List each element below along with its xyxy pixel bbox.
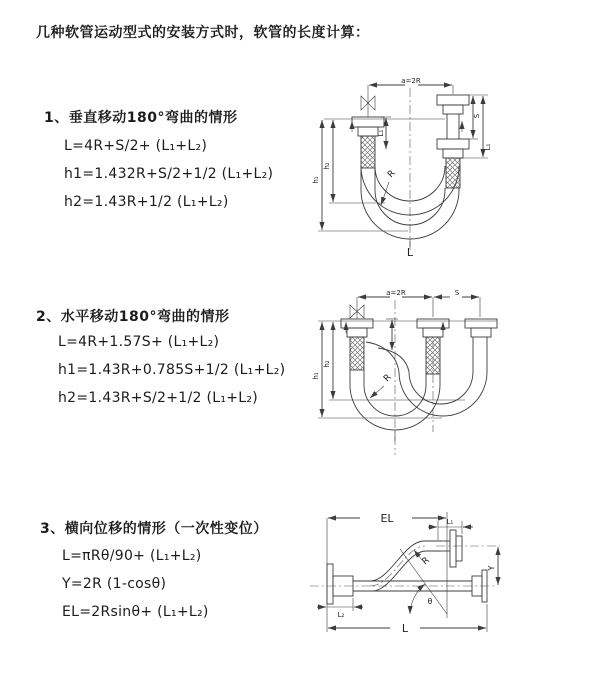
diagram-lateral-displacement (300, 498, 600, 648)
right-pipe-fitting (437, 95, 469, 188)
centerlines (310, 512, 500, 618)
dim-label-y: Y (487, 565, 496, 571)
dimension-length (407, 239, 414, 259)
reference-arrows (346, 322, 443, 333)
centerlines (318, 300, 497, 455)
section-1-heading: 1、垂直移动180°弯曲的情形 (44, 110, 238, 126)
valve-icon (361, 85, 375, 117)
diagram-horizontal-180 (300, 280, 600, 465)
middle-pipe-fitting (417, 319, 449, 374)
formula-line: h1=1.43R+0.785S+1/2 (L₁+L₂) (58, 362, 286, 378)
dim-label-radius: R (420, 555, 432, 568)
left-flange (327, 564, 353, 604)
dim-label-h2: h₂ (323, 162, 331, 170)
dim-label-s: S (454, 289, 460, 297)
dimension-span (358, 289, 433, 317)
formula-line: h2=1.43R+S/2+1/2 (L₁+L₂) (58, 390, 259, 406)
right-pipe-fitting (465, 319, 497, 337)
dimension-l2 (317, 598, 363, 619)
formula-line: L=πRθ/90+ (L₁+L₂) (62, 548, 202, 564)
dim-label-radius: R (382, 372, 394, 385)
formula-line: h2=1.43R+1/2 (L₁+L₂) (64, 194, 229, 210)
hose-curved (370, 541, 441, 591)
dimension-h2 (323, 120, 385, 203)
dimension-span (369, 77, 453, 94)
dimension-s (434, 289, 480, 317)
page-title: 几种软管运动型式的安装方式时，软管的长度计算： (36, 25, 370, 41)
dim-label-h1: h₁ (312, 372, 320, 380)
diagram-vertical-180 (300, 70, 600, 265)
dim-label-l1: L₁ (446, 518, 454, 526)
dim-label-length: L (401, 622, 409, 635)
section-3-heading: 3、横向位移的情形（一次性变位） (40, 521, 268, 537)
dim-label-span: a=2R (386, 289, 406, 297)
dimension-length (328, 604, 487, 635)
dimension-y (487, 547, 498, 585)
section-2-heading: 2、水平移动180°弯曲的情形 (36, 309, 230, 325)
dimension-l1 (428, 518, 473, 540)
reference-arrows (352, 121, 462, 132)
dimension-h2 (323, 322, 465, 400)
dimension-h1 (312, 322, 442, 418)
dimension-radius (381, 169, 398, 205)
dim-label-l1: L₁ (484, 143, 492, 151)
upper-flange (441, 530, 462, 567)
formula-line: Y=2R (1-cosθ) (62, 576, 167, 592)
left-pipe-fitting (352, 117, 384, 168)
dimension-end-fitting (386, 319, 398, 350)
dim-label-h2: h₂ (323, 360, 331, 368)
formula-line: h1=1.432R+S/2+1/2 (L₁+L₂) (64, 166, 274, 182)
dim-label-l1: L₁ (377, 129, 385, 137)
dim-label-theta: θ (427, 597, 433, 606)
dim-label-h1: h₁ (312, 176, 320, 184)
dimension-radius (414, 550, 432, 567)
dim-label-radius: R (386, 168, 398, 181)
centerlines (324, 88, 445, 253)
formula-line: EL=2Rsinθ+ (L₁+L₂) (62, 604, 209, 620)
dim-label-s: S (473, 113, 481, 119)
dim-label-el: EL (380, 512, 394, 525)
formula-line: L=4R+S/2+ (L₁+L₂) (64, 138, 208, 154)
dim-label-length: L (406, 246, 414, 259)
dimension-radius (370, 373, 394, 398)
valve-icon (350, 297, 364, 319)
formula-line: L=4R+1.57S+ (L₁+L₂) (58, 334, 220, 350)
dim-label-l2: L₂ (337, 611, 345, 619)
dim-label-span: a=2R (401, 77, 421, 85)
dimension-l1-right (483, 96, 492, 157)
